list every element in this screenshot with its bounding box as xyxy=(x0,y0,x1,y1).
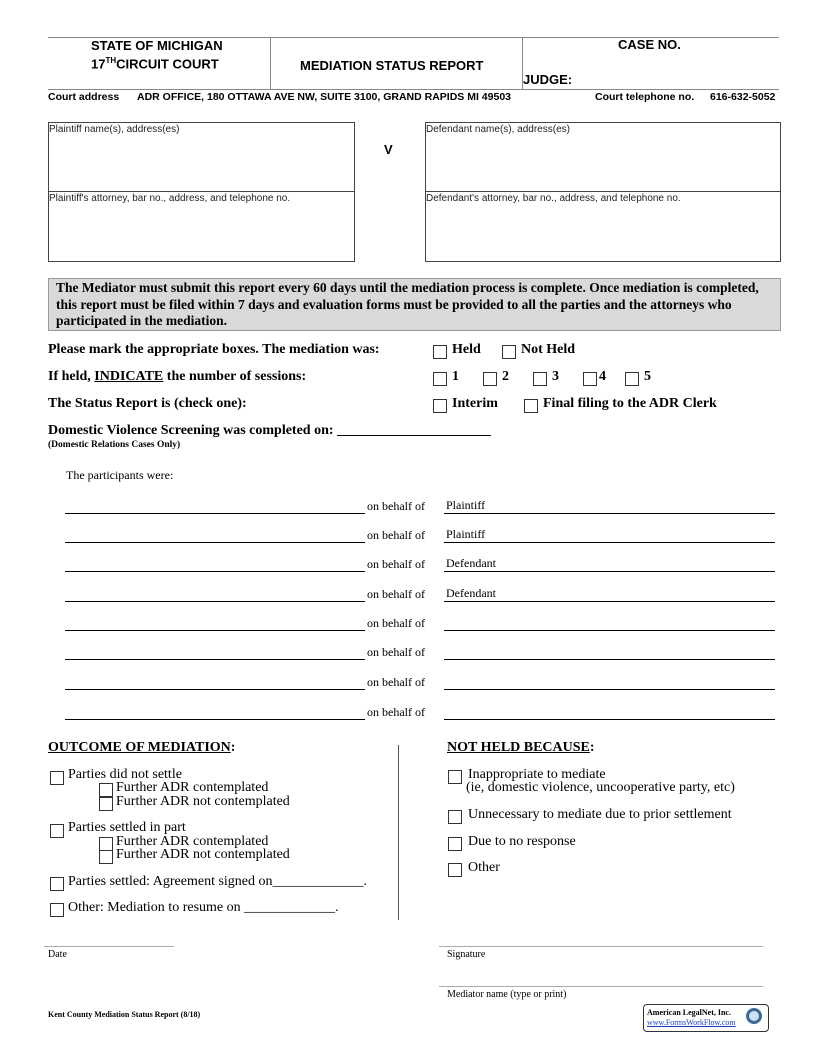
settled-label[interactable]: Parties settled: Agreement signed on_____________. xyxy=(68,874,368,889)
party-line[interactable] xyxy=(444,601,775,602)
not-held-heading: NOT HELD BECAUSE: xyxy=(447,740,595,755)
interim-label: Interim xyxy=(452,396,498,411)
held-label: Held xyxy=(452,342,481,357)
unnecessary-checkbox[interactable] xyxy=(448,810,462,824)
party-line[interactable] xyxy=(444,513,775,514)
not-held-label: Not Held xyxy=(521,342,576,357)
judge-label[interactable]: JUDGE: xyxy=(523,72,573,87)
on-behalf-of-label: on behalf of xyxy=(367,557,425,571)
session-1-checkbox[interactable] xyxy=(433,372,447,386)
signature-label: Signature xyxy=(447,949,486,960)
part-no-further-adr-checkbox[interactable] xyxy=(99,850,113,864)
sessions-label-post: the number of sessions: xyxy=(163,369,307,384)
participant-name-line[interactable] xyxy=(65,513,365,514)
on-behalf-of-label: on behalf of xyxy=(367,616,425,630)
form-title: MEDIATION STATUS REPORT xyxy=(300,58,484,73)
party-value[interactable]: Plaintiff xyxy=(446,498,486,512)
party-line[interactable] xyxy=(444,659,775,660)
state-name: STATE OF MICHIGAN xyxy=(91,38,223,53)
logo-company: American LegalNet, Inc. xyxy=(647,1008,731,1017)
session-1-label: 1 xyxy=(452,369,459,384)
part-further-adr-checkbox[interactable] xyxy=(99,837,113,851)
further-adr-not-label: Further ADR not contemplated xyxy=(116,847,290,862)
session-2-checkbox[interactable] xyxy=(483,372,497,386)
on-behalf-of-label: on behalf of xyxy=(367,675,425,689)
on-behalf-of-label: on behalf of xyxy=(367,645,425,659)
sessions-label-pre: If held, xyxy=(48,369,95,384)
dv-screening-field[interactable]: Domestic Violence Screening was completed on: ______________________ xyxy=(48,423,492,438)
inappropriate-checkbox[interactable] xyxy=(448,770,462,784)
session-3-label: 3 xyxy=(552,369,559,384)
held-checkbox[interactable] xyxy=(433,345,447,359)
plaintiff-box xyxy=(48,122,355,262)
session-4-label: 4 xyxy=(599,369,606,384)
versus-label: V xyxy=(384,142,393,157)
mediation-was-label: Please mark the appropriate boxes. The mediation was: xyxy=(48,342,380,357)
other-not-held-label: Other xyxy=(468,860,500,875)
court-name-rest: CIRCUIT COURT xyxy=(116,56,219,72)
party-line[interactable] xyxy=(444,542,775,543)
court-phone: 616-632-5052 xyxy=(710,91,776,103)
inappropriate-note: (ie, domestic violence, uncooperative party, etc) xyxy=(466,780,735,795)
other-outcome-label[interactable]: Other: Mediation to resume on _____________. xyxy=(68,900,339,915)
sessions-label xyxy=(48,369,306,385)
court-name xyxy=(91,56,219,71)
divider xyxy=(398,745,399,920)
further-adr-not-label: Further ADR not contemplated xyxy=(116,794,290,809)
did-not-settle-label: Parties did not settle xyxy=(68,767,182,782)
logo-link[interactable]: www.FormsWorkFlow.com xyxy=(647,1018,736,1027)
date-line[interactable] xyxy=(44,946,174,947)
status-report-label: The Status Report is (check one): xyxy=(48,396,247,411)
session-5-label: 5 xyxy=(644,369,651,384)
party-value[interactable]: Defendant xyxy=(446,586,496,600)
outcome-heading-text: OUTCOME OF MEDIATION xyxy=(48,740,231,755)
dv-screening-note: (Domestic Relations Cases Only) xyxy=(48,440,181,450)
court-address: ADR OFFICE, 180 OTTAWA AVE NW, SUITE 3100, GRAND RAPIDS MI 49503 xyxy=(137,91,511,103)
further-adr-label: Further ADR contemplated xyxy=(116,780,269,795)
participants-label: The participants were: xyxy=(66,468,174,482)
no-response-checkbox[interactable] xyxy=(448,837,462,851)
form-id: Kent County Mediation Status Report (8/18) xyxy=(48,1010,201,1019)
on-behalf-of-label: on behalf of xyxy=(367,499,425,513)
divider xyxy=(48,191,354,192)
outcome-heading: OUTCOME OF MEDIATION: xyxy=(48,740,236,755)
not-held-checkbox[interactable] xyxy=(502,345,516,359)
defendant-field[interactable]: Defendant name(s), address(es) xyxy=(426,124,570,135)
divider xyxy=(425,191,780,192)
not-held-heading-text: NOT HELD BECAUSE xyxy=(447,740,590,755)
session-4-checkbox[interactable] xyxy=(583,372,597,386)
unnecessary-label: Unnecessary to mediate due to prior settlement xyxy=(468,807,732,822)
participant-name-line[interactable] xyxy=(65,719,365,720)
inappropriate-label: Inappropriate to mediate xyxy=(468,767,606,782)
participant-name-line[interactable] xyxy=(65,659,365,660)
session-2-label: 2 xyxy=(502,369,509,384)
party-value[interactable]: Plaintiff xyxy=(446,527,486,541)
court-address-label: Court address xyxy=(48,91,120,103)
other-not-held-checkbox[interactable] xyxy=(448,863,462,877)
plaintiff-field[interactable]: Plaintiff name(s), address(es) xyxy=(49,124,180,135)
settled-checkbox[interactable] xyxy=(50,877,64,891)
court-number: 17 xyxy=(91,56,106,72)
not-settle-no-further-adr-checkbox[interactable] xyxy=(99,797,113,811)
session-3-checkbox[interactable] xyxy=(533,372,547,386)
plaintiff-attorney-field[interactable]: Plaintiff's attorney, bar no., address, and telephone no. xyxy=(49,193,291,204)
further-adr-label: Further ADR contemplated xyxy=(116,834,269,849)
did-not-settle-checkbox[interactable] xyxy=(50,771,64,785)
divider xyxy=(270,37,271,89)
no-response-label: Due to no response xyxy=(468,834,576,849)
party-line[interactable] xyxy=(444,689,775,690)
participant-name-line[interactable] xyxy=(65,542,365,543)
party-line[interactable] xyxy=(444,630,775,631)
court-suffix: TH xyxy=(105,56,117,65)
not-settle-further-adr-checkbox[interactable] xyxy=(99,783,113,797)
party-line[interactable] xyxy=(444,719,775,720)
on-behalf-of-label: on behalf of xyxy=(367,705,425,719)
party-line[interactable] xyxy=(444,571,775,572)
settled-in-part-checkbox[interactable] xyxy=(50,824,64,838)
defendant-box xyxy=(425,122,781,262)
party-value[interactable]: Defendant xyxy=(446,556,496,570)
final-filing-label: Final filing to the ADR Clerk xyxy=(543,396,717,411)
on-behalf-of-label: on behalf of xyxy=(367,528,425,542)
notice-box: The Mediator must submit this report every 60 days until the mediation process is complete. Once mediation is completed, this report must be filed within 7 days and evaluation forms must be provided to all the parties and the attorneys who participated in the mediation. xyxy=(48,278,781,331)
case-no-label[interactable]: CASE NO. xyxy=(618,37,681,52)
divider xyxy=(48,89,779,90)
final-filing-checkbox[interactable] xyxy=(524,399,538,413)
globe-icon xyxy=(746,1008,762,1024)
phone-label: Court telephone no. xyxy=(595,91,695,103)
participant-name-line[interactable] xyxy=(65,689,365,690)
publisher-logo xyxy=(643,1004,769,1032)
mediator-name-label: Mediator name (type or print) xyxy=(447,989,567,1000)
interim-checkbox[interactable] xyxy=(433,399,447,413)
other-outcome-checkbox[interactable] xyxy=(50,903,64,917)
defendant-attorney-field[interactable]: Defendant's attorney, bar no., address, and telephone no. xyxy=(426,193,681,204)
mediator-name-line[interactable] xyxy=(439,986,763,987)
signature-line[interactable] xyxy=(439,946,763,947)
on-behalf-of-label: on behalf of xyxy=(367,587,425,601)
participant-name-line[interactable] xyxy=(65,630,365,631)
sessions-label-emph: INDICATE xyxy=(94,369,164,384)
participant-name-line[interactable] xyxy=(65,571,365,572)
settled-in-part-label: Parties settled in part xyxy=(68,820,186,835)
date-label: Date xyxy=(48,949,67,960)
participant-name-line[interactable] xyxy=(65,601,365,602)
session-5-checkbox[interactable] xyxy=(625,372,639,386)
